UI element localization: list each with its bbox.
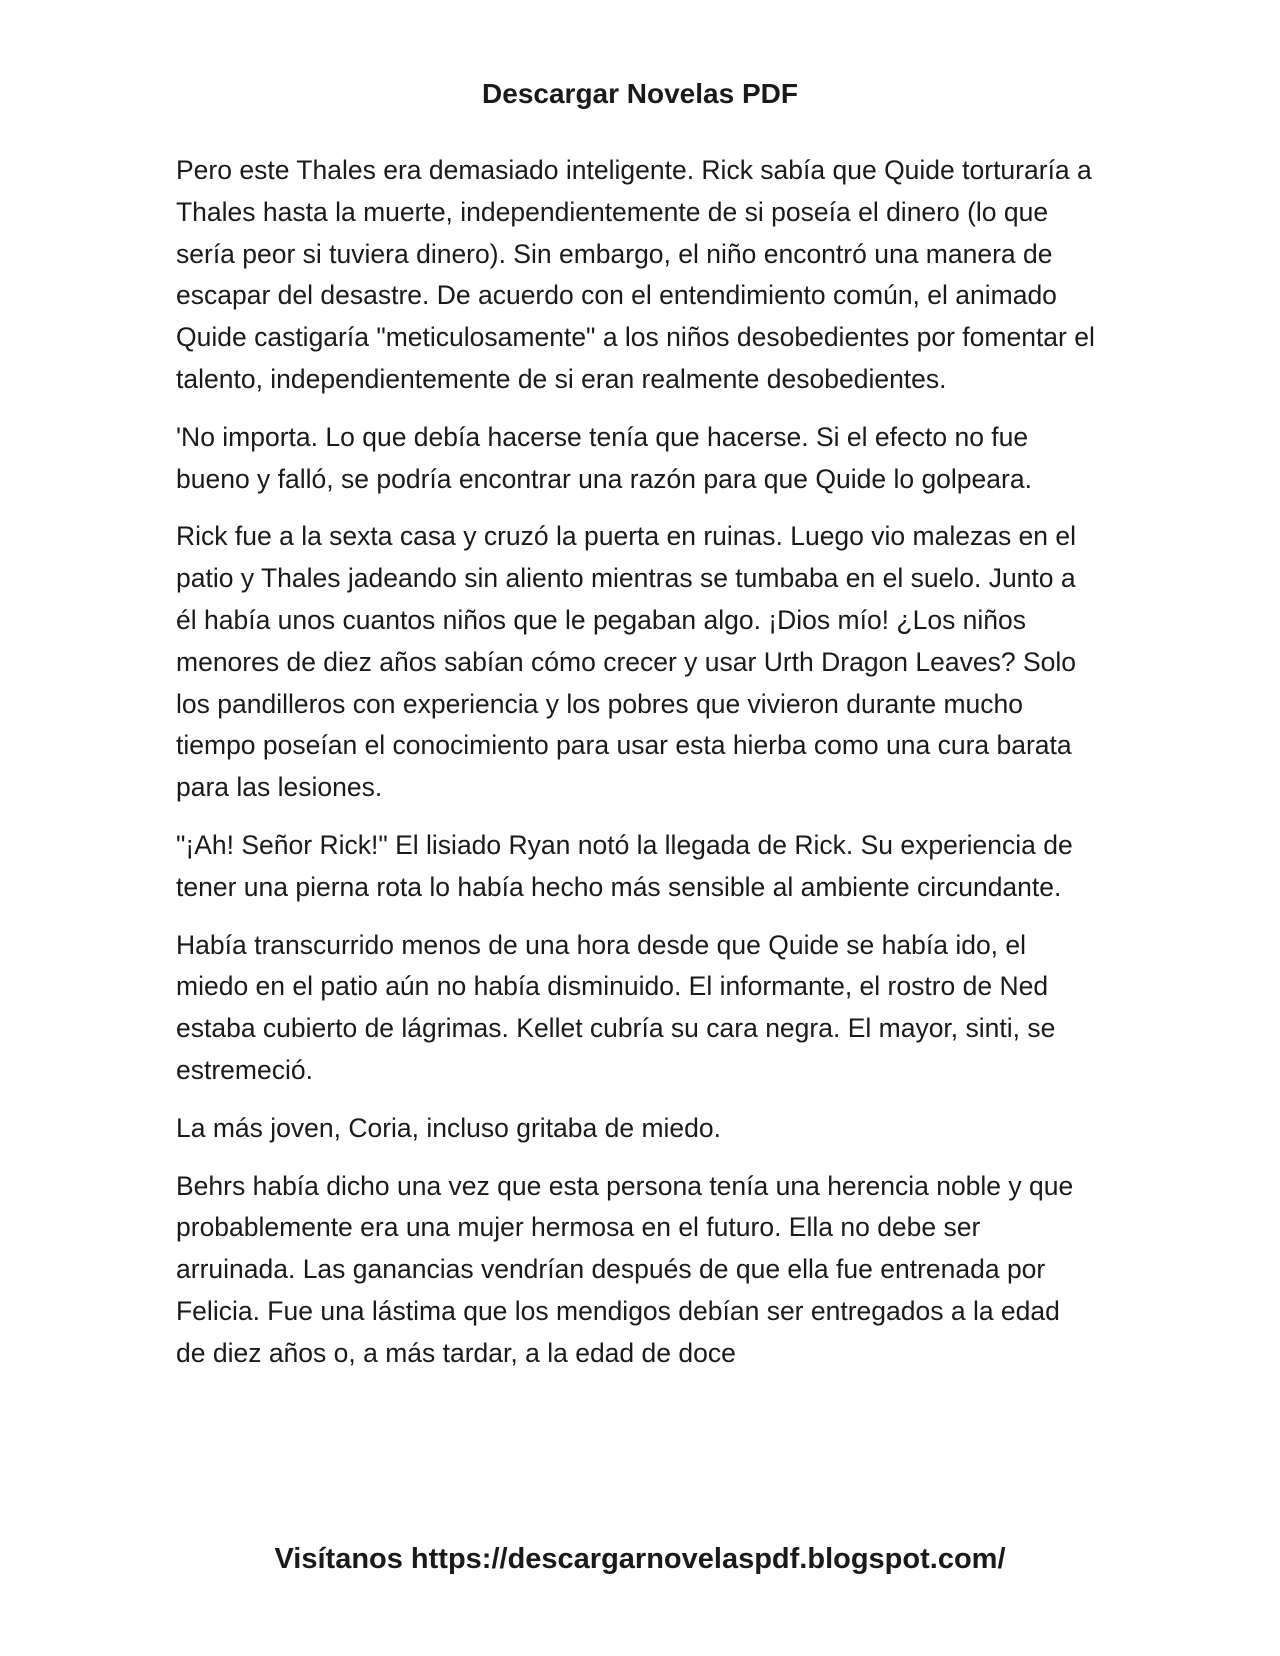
paragraph-5: Había transcurrido menos de una hora desde que Quide se había ido, el miedo en el patio aún no había disminuido. El informante, el rostro de Ned estaba cubierto de lágrimas. Kellet cubría su cara negra. El mayor, sinti, se estremeció. (176, 929, 1056, 1085)
paragraph-6: La más joven, Coria, incluso gritaba de miedo. (176, 1112, 722, 1143)
paragraph-2: 'No importa. Lo que debía hacerse tenía que hacerse. Si el efecto no fue bueno y falló, se podría encontrar una razón para que Quide lo golpeara. (176, 421, 1032, 494)
page-title: Descargar Novelas PDF (482, 78, 798, 109)
paragraph-1: Pero este Thales era demasiado inteligente. Rick sabía que Quide torturaría a Thales hasta la muerte, independientemente de si poseía el dinero (lo que sería peor si tuviera dinero). Sin embargo, el niño encontró una manera de escapar del desastre. De acuerdo con el entendimiento común, el animado Quide castigaría "meticulosamente" a los niños desobedientes por fomentar el talento, independientemente de si eran realmente desobedientes. (176, 155, 1095, 394)
paragraph-4: "¡Ah! Señor Rick!" El lisiado Ryan notó la llegada de Rick. Su experiencia de tener una pierna rota lo había hecho más sensible al ambiente circundante. (176, 829, 1073, 902)
body-text (176, 150, 1096, 1391)
paragraph-7: Behrs había dicho una vez que esta persona tenía una herencia noble y que probablemente era una mujer hermosa en el futuro. Ella no debe ser arruinada. Las ganancias vendrían después de que ella fue entrenada por Felicia. Fue una lástima que los mendigos debían ser entregados a la edad de diez años o, a más tardar, a la edad de doce (176, 1170, 1074, 1368)
paragraph-3: Rick fue a la sexta casa y cruzó la puerta en ruinas. Luego vio malezas en el patio y Thales jadeando sin aliento mientras se tumbaba en el suelo. Junto a él había unos cuantos niños que le pegaban algo. ¡Dios mío! ¿Los niños menores de diez años sabían cómo crecer y usar Urth Dragon Leaves? Solo los pandilleros con experiencia y los pobres que vivieron durante mucho tiempo poseían el conocimiento para usar esta hierba como una cura barata para las lesiones. (176, 521, 1077, 803)
footer-link[interactable]: Visítanos https://descargarnovelaspdf.blogspot.com/ (274, 1543, 1006, 1575)
